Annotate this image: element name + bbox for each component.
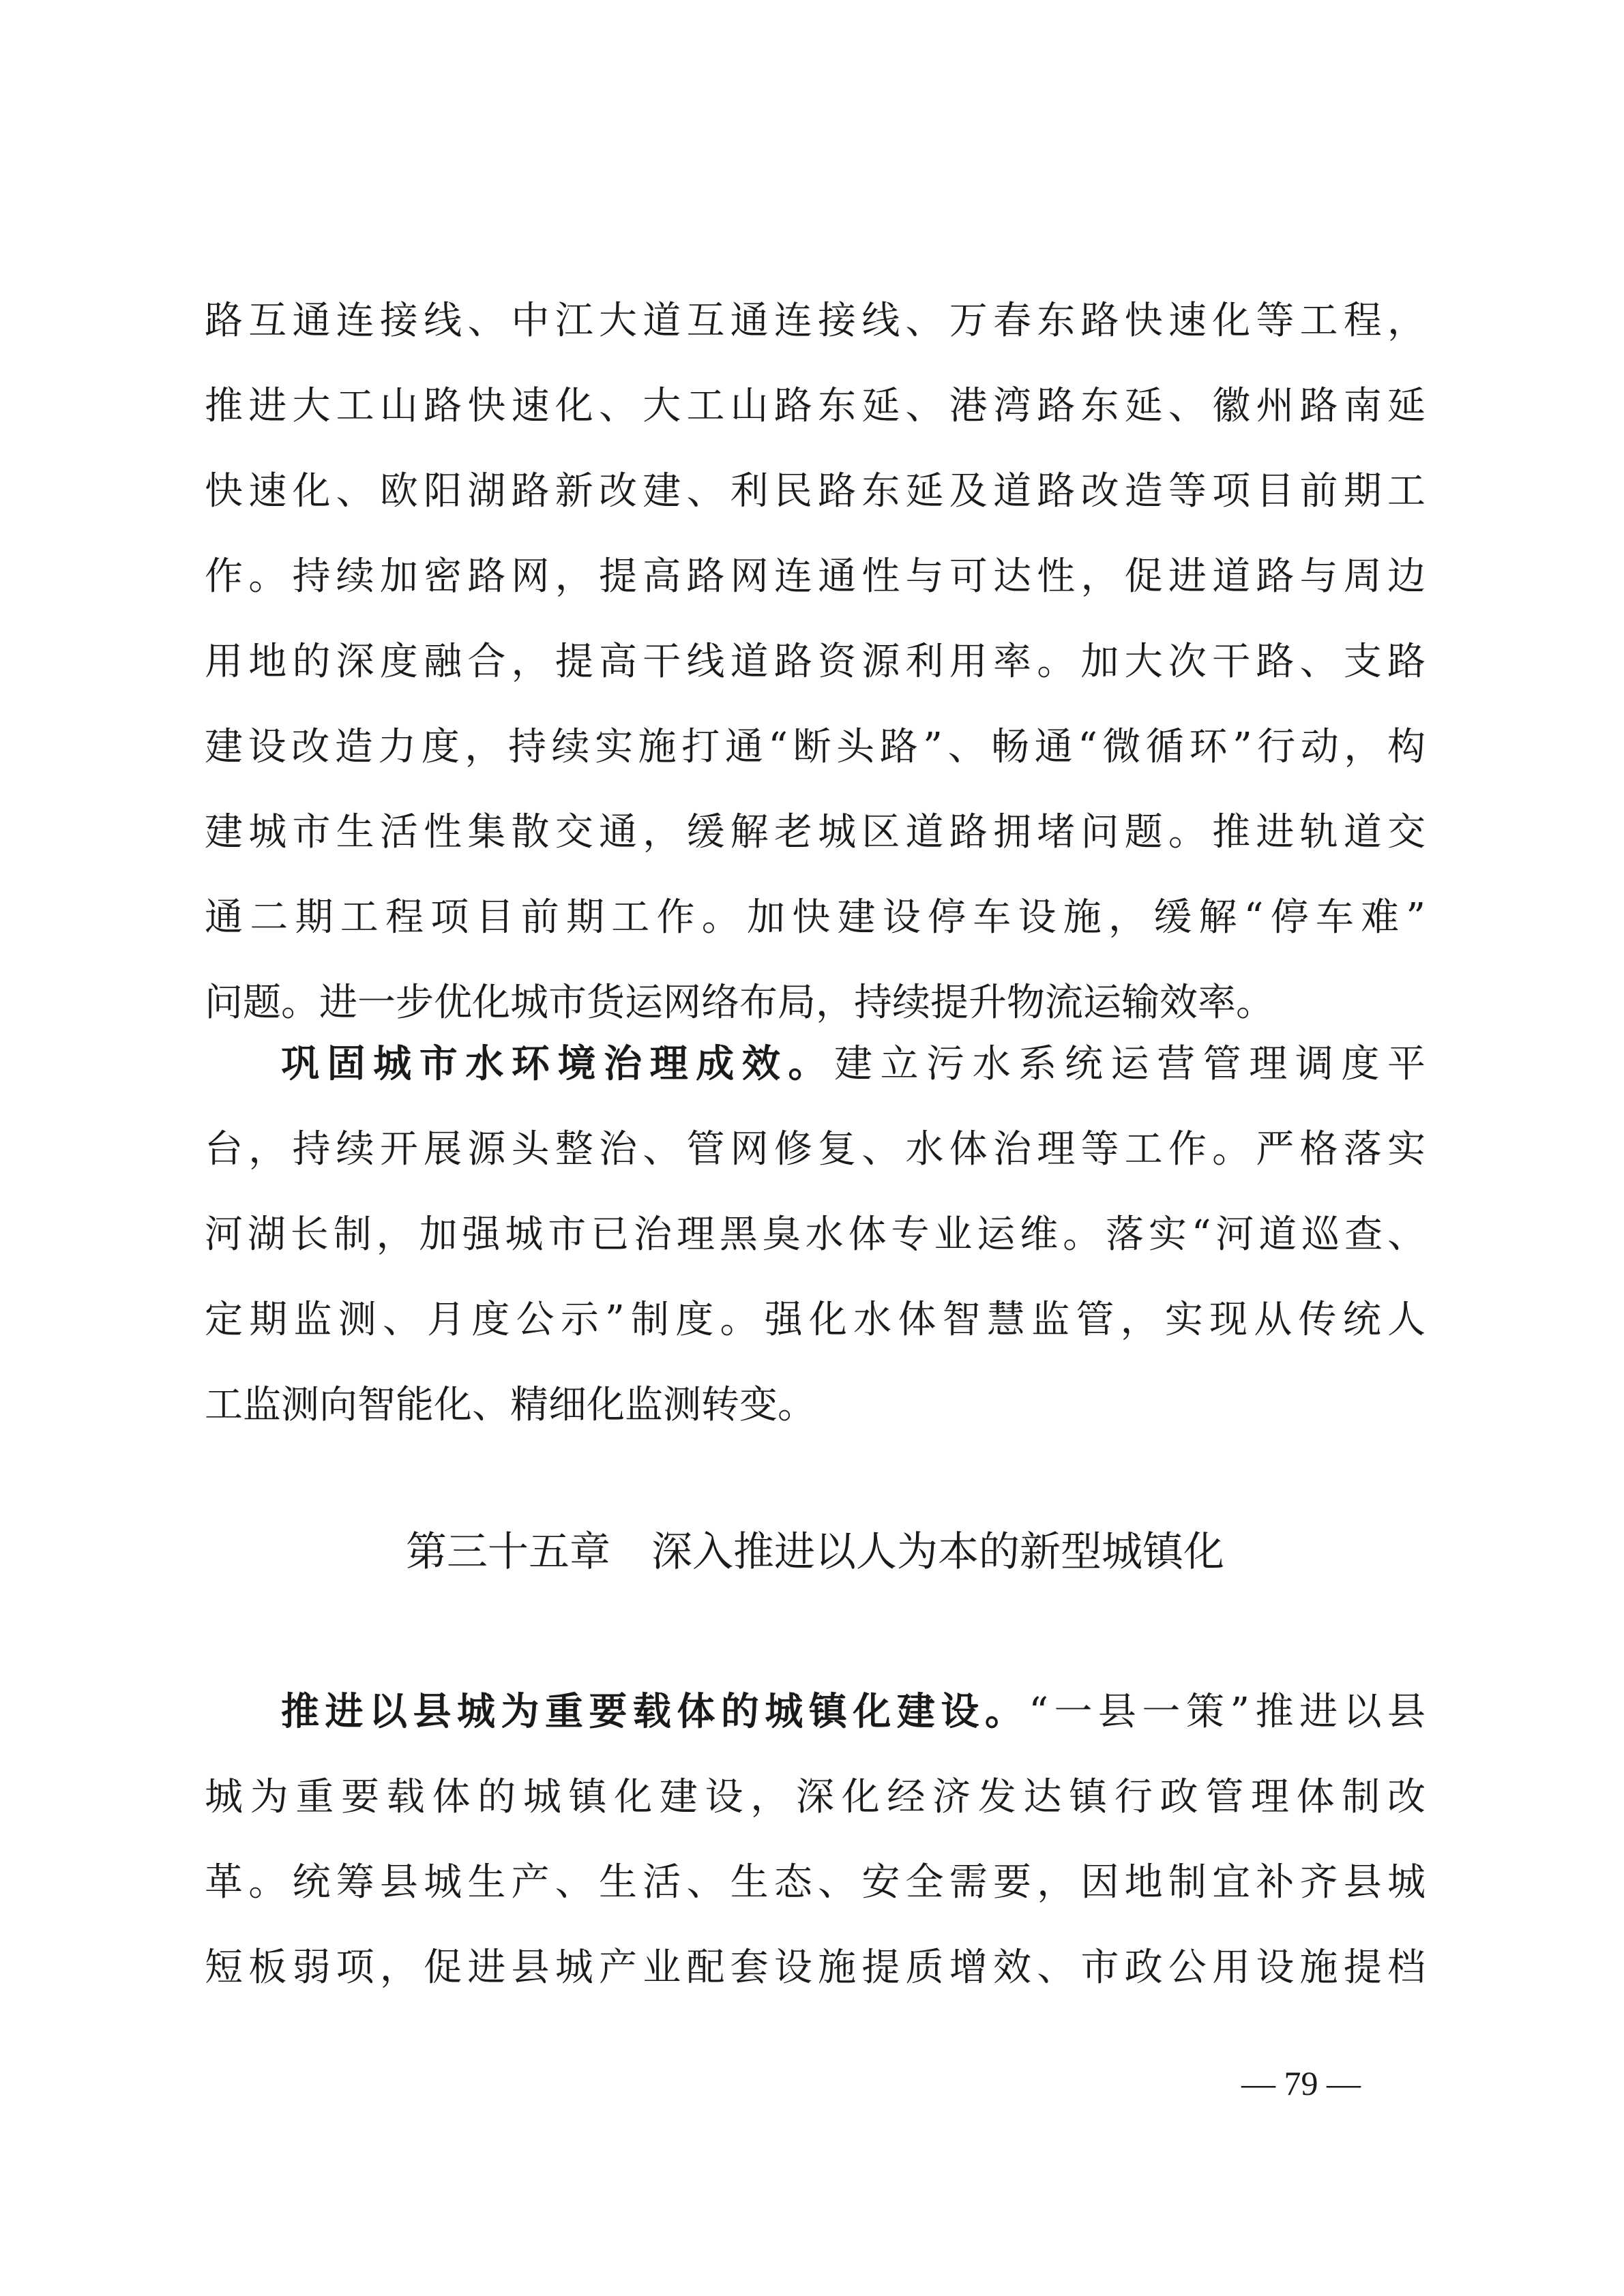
page-number: — 79 —: [1241, 2064, 1361, 2102]
text-run: “一县一策”推进以县: [1029, 1690, 1426, 1734]
paragraph-county-urbanization: [205, 1669, 1426, 2010]
text-line: 推进大工山路快速化、大工山路东延、港湾路东延、徽州路南延: [205, 384, 1426, 428]
paragraph-road-network: [205, 278, 1426, 1045]
text-line: 台，持续开展源头整治、管网修复、水体治理等工作。严格落实: [205, 1127, 1426, 1172]
text-line: 建设改造力度，持续实施打通“断头路”、畅通“微循环”行动，构: [205, 725, 1426, 769]
text-line: 问题。进一步优化城市货运网络布局，持续提升物流运输效率。: [205, 981, 1274, 1025]
text-line: 用地的深度融合，提高干线道路资源利用率。加大次干路、支路: [205, 640, 1426, 684]
paragraph-heading: 巩固城市水环境治理成效。: [281, 1041, 834, 1086]
chapter-title: 第三十五章 深入推进以人为本的新型城镇化: [406, 1528, 1224, 1576]
text-line: 快速化、欧阳湖路新改建、利民路东延及道路改造等项目前期工: [205, 469, 1426, 513]
text-line: 工监测向智能化、精细化监测转变。: [205, 1383, 816, 1427]
paragraph-heading: 推进以县城为重要载体的城镇化建设。: [281, 1689, 1029, 1734]
paragraph-first-line: [205, 1669, 1426, 1755]
text-line: 作。持续加密路网，提高路网连通性与可达性，促进道路与周边: [205, 554, 1426, 599]
paragraph-water-environment: [205, 1022, 1426, 1448]
text-line: 路互通连接线、中江大道互通连接线、万春东路快速化等工程，: [205, 299, 1426, 343]
text-line: 革。统筹县城生产、生活、生态、安全需要，因地制宜补齐县城: [205, 1860, 1426, 1905]
text-line: 城为重要载体的城镇化建设，深化经济发达镇行政管理体制改: [205, 1775, 1426, 1819]
text-line: 定期监测、月度公示”制度。强化水体智慧监管，实现从传统人: [205, 1298, 1426, 1342]
text-run: 建立污水系统运营管理调度平: [834, 1042, 1426, 1086]
paragraph-first-line: [205, 1022, 1426, 1107]
text-line: 建城市生活性集散交通，缓解老城区道路拥堵问题。推进轨道交: [205, 810, 1426, 854]
text-line: 短板弱项，促进县城产业配套设施提质增效、市政公用设施提档: [205, 1945, 1426, 1990]
text-line: 通二期工程项目前期工作。加快建设停车设施，缓解“停车难”: [205, 895, 1426, 940]
text-line: 河湖长制，加强城市已治理黑臭水体专业运维。落实“河道巡查、: [205, 1212, 1426, 1257]
